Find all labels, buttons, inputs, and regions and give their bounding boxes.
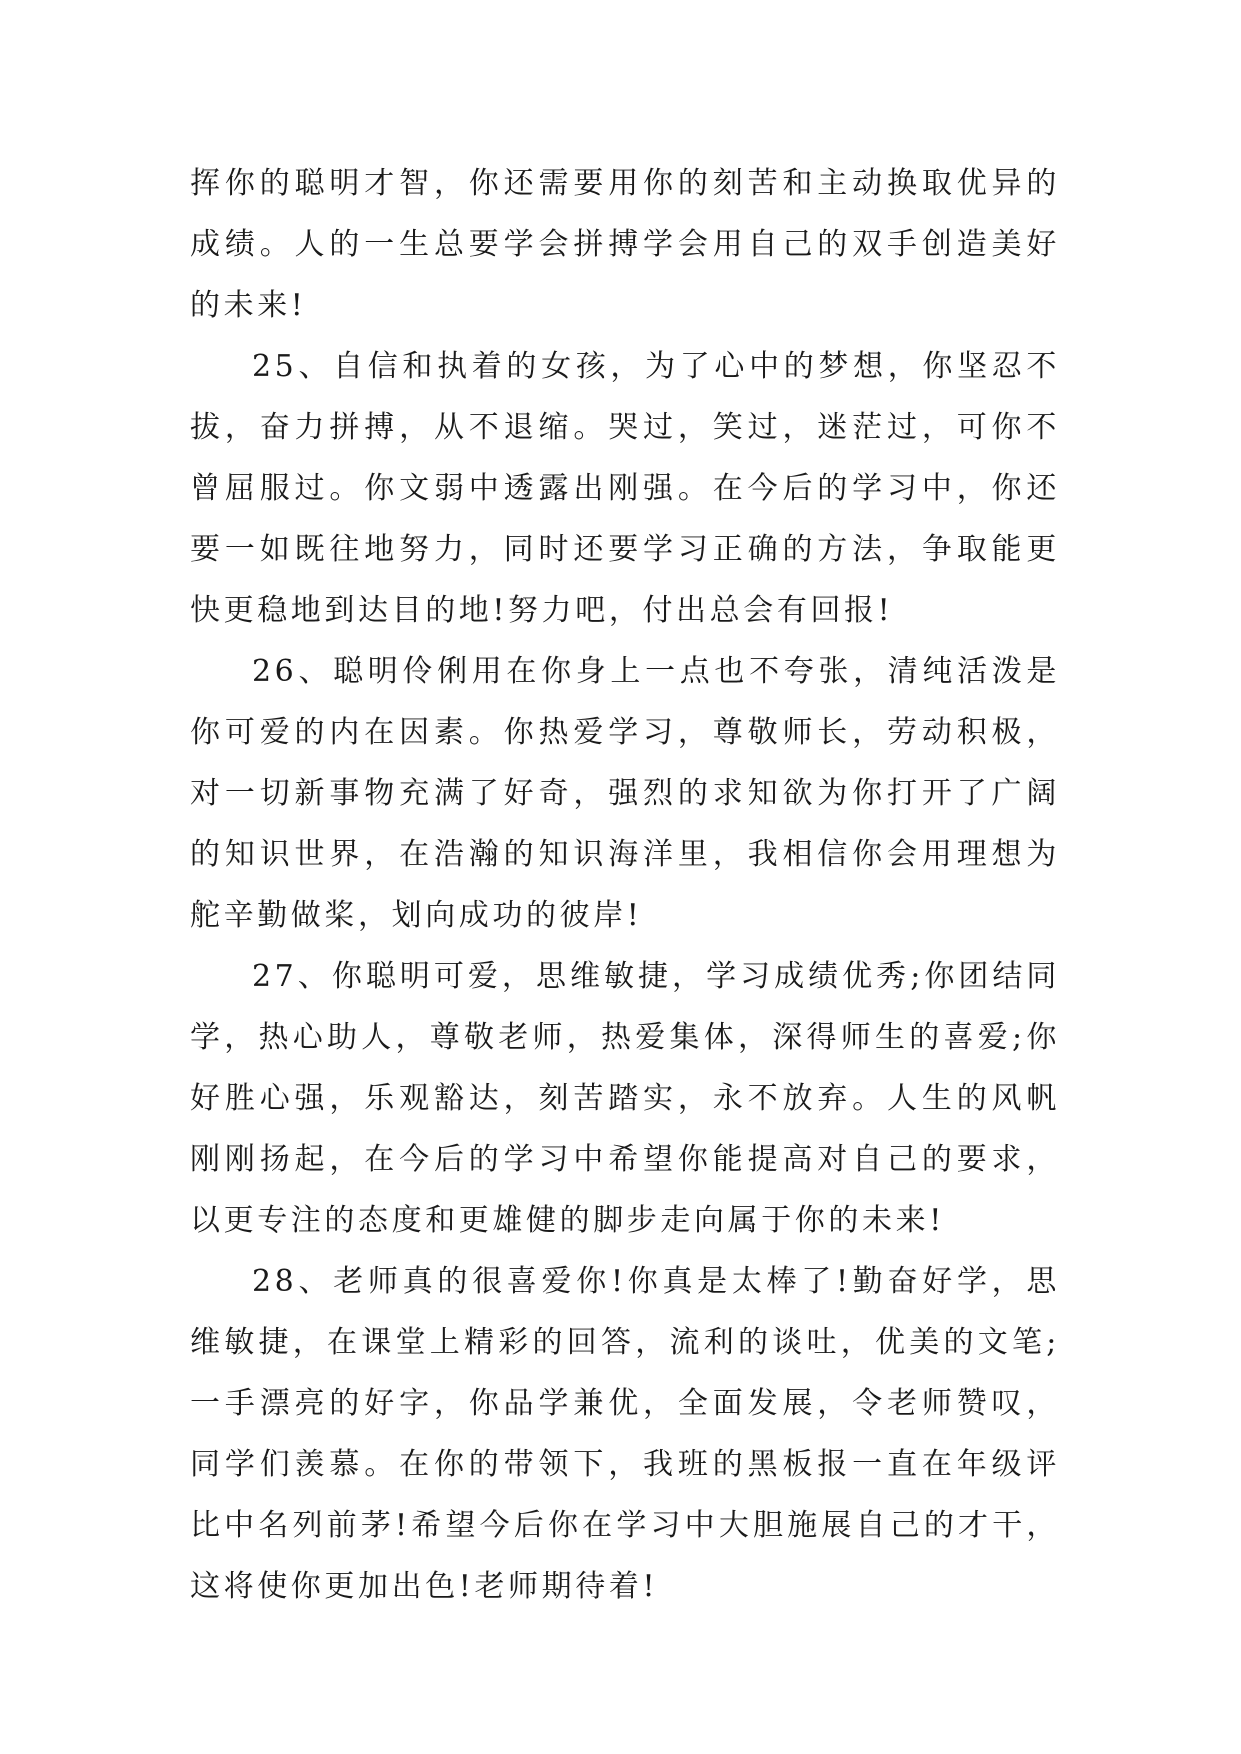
- paragraph-comment-27: 27、你聪明可爱，思维敏捷，学习成绩优秀;你团结同学，热心助人，尊敬老师，热爱集体，深得师生的喜爱;你好胜心强，乐观豁达，刻苦踏实，永不放弃。人生的风帆刚刚扬起，在今后的学习中希望你能提高对自己的要求，以更专注的态度和更雄健的脚步走向属于你的未来!: [190, 959, 1060, 1238]
- paragraph-comment-25: 25、自信和执着的女孩，为了心中的梦想，你坚忍不拔，奋力拼搏，从不退缩。哭过，笑过，迷茫过，可你不曾屈服过。你文弱中透露出刚强。在今后的学习中，你还要一如既往地努力，同时还要学习正确的方法，争取能更快更稳地到达目的地!努力吧，付出总会有回报!: [190, 349, 1060, 628]
- paragraph-comment-26: 26、聪明伶俐用在你身上一点也不夸张，清纯活泼是你可爱的内在因素。你热爱学习，尊敬师长，劳动积极，对一切新事物充满了好奇，强烈的求知欲为你打开了广阔的知识世界，在浩瀚的知识海洋里，我相信你会用理想为舵辛勤做桨，划向成功的彼岸!: [190, 654, 1060, 933]
- paragraph-continuation: 挥你的聪明才智，你还需要用你的刻苦和主动换取优异的成绩。人的一生总要学会拼搏学会用自己的双手创造美好的未来!: [190, 166, 1060, 323]
- paragraph-comment-28: 28、老师真的很喜爱你!你真是太棒了!勤奋好学，思维敏捷，在课堂上精彩的回答，流利的谈吐，优美的文笔;一手漂亮的好字，你品学兼优，全面发展，令老师赞叹，同学们羡慕。在你的带领下，我班的黑板报一直在年级评比中名列前茅!希望今后你在学习中大胆施展自己的才干，这将使你更加出色!老师期待着!: [190, 1264, 1060, 1604]
- document-body: [190, 153, 1060, 1617]
